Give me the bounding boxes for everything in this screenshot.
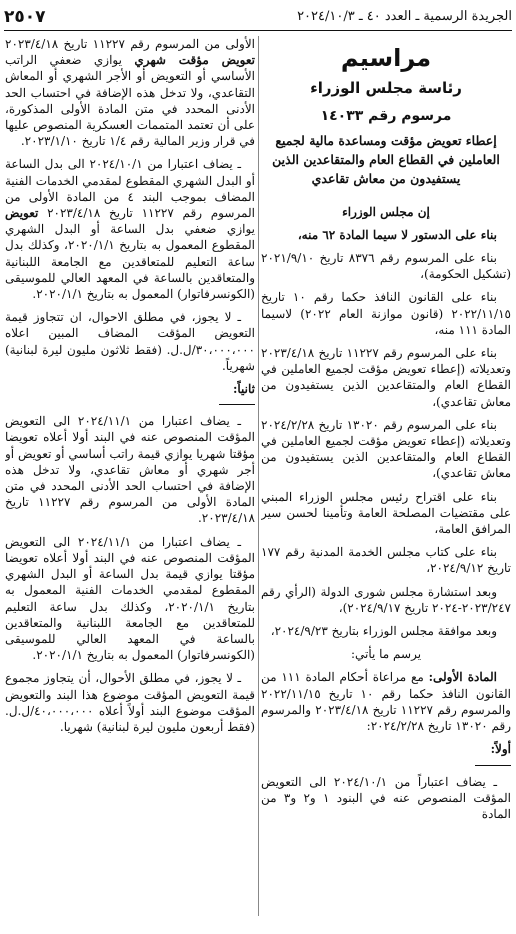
clause-cap-30m: ـ لا يجوز، في مطلق الاحوال، ان تتجاوز قيمة التعويض المؤقت المضاف المبين اعلاه ٣٠،٠٠٠،٠٠٠/ل.ل. (فقط ثلاثون مليون ليرة لبنانية) شهرياً.	[5, 310, 255, 373]
basis-paragraph: بناء على اقتراح رئيس مجلس الوزراء المبني على مقتضيات المصلحة العامة وتأمينا لحسن سير المرافق العامة،	[261, 489, 511, 537]
decree-number: مرسوم رقم ١٤٠٣٣	[320, 108, 452, 125]
second-label: ثانياً:	[232, 382, 255, 397]
page-number: ٢٥٠٧	[4, 7, 46, 27]
clause-second-hourly: ـ يضاف اعتبارا من ٢٠٢٤/١١/١ الى التعويض المؤقت المنصوص عنه في البند أولا أعلاه تعويضا مؤقتا يوازي قيمة بدل الساعة أو البدل الشهري المقطوع لمقدمي الخدمات الفنية المعمول به بتاريخ ٢٠٢٠/١/١، وكذلك بدل ساعة التعليم للمتعاقدين مع الجامعة اللبنانية والمتعاقدين بالساعة في المعهد العالي للموسيقى (الكونسرفاتوار) المعمول به بتاريخ ٢٠٢٠/١/١.	[5, 534, 255, 663]
first-label: أولاً:	[490, 742, 511, 757]
column-divider	[258, 36, 259, 916]
clause-text: يوازي ضعفي بدل الساعة أو البدل الشهري المقطوع المعمول به بتاريخ ٢٠٢٠/١/١، وكذلك بدل ساعة التعليم للمتعاقدين مع الجامعة اللبنانية والمتعاقدين بالساعة في المعهد العالي للموسيقى (الكونسرفاتوار) المعمول به بتاريخ ٢٠٢٠/١/١.	[5, 222, 255, 302]
clause-second-salary: ـ يضاف اعتبارا من ٢٠٢٤/١١/١ الى التعويض المؤقت المنصوص عنه في البند أولا أعلاه تعويضا مؤقتا شهريا يوازي قيمة راتب أساسي أو تعويض أو أجر شهري أو معاش تقاعدي، ولا تدخل هذه الإضافة في احتساب الحد الأدنى المحدد في متن المادة الأولى من المرسوم رقم ١١٢٢٧ تاريخ ٢٠٢٣/٤/١٨.	[5, 414, 255, 526]
clause-text: ـ يضاف اعتبارا من ٢٠٢٤/١٠/١ الى بدل الساعة أو البدل الشهري المقطوع لمقدمي الخدمات الفنية المضاف بموجب البند ٤ من المادة الأولى من المرسوم رقم ١١٢٢٧ تاريخ ٢٠٢٣/٤/١٨	[5, 157, 255, 221]
continuation-text: يوازي ضعفي الراتب الأساسي أو التعويض أو الأجر الشهري أو المعاش التقاعدي، ولا تدخل هذه الإضافة في احتساب الحد الأدنى المحدد في متن المادة الأولى المذكورة، على أن تعتمد المتممات العسكرية المنصوص عليها في قرار وزير المالية رقم ١/٤ تاريخ ٢٠٢٣/١/١٠.	[5, 53, 255, 149]
article-one-text: مع مراعاة أحكام المادة ١١١ من القانون النافذ حكما رقم ١٠ تاريخ ٢٠٢٢/١١/١٥ والمرسوم رقم ١١٢٢٧ تاريخ ٢٠٢٣/٤/١٨ والمرسوم رقم ١٣٠٢٠ تاريخ ٢٠٢٤/٢/٢٨:	[261, 670, 511, 734]
basis-paragraph: بناء على المرسوم رقم ١٣٠٢٠ تاريخ ٢٠٢٤/٢/٢٨ وتعديلاته (إعطاء تعويض مؤقت لجميع العاملين في القطاع العام والمتقاعدين الذين يستفيدون من معاش تقاعدي)،	[261, 417, 511, 481]
clause-technical-services	[5, 156, 255, 302]
first-clause-start: ـ يضاف اعتباراً من ٢٠٢٤/١٠/١ الى التعويض المؤقت المنصوص عنه في البنود ١ و٢ و٣ من المادة	[261, 774, 511, 821]
monthly-compensation-term: تعويض مؤقت شهري	[134, 53, 255, 68]
article-one	[261, 669, 511, 734]
basis-paragraph: بناء على كتاب مجلس الخدمة المدنية رقم ١٧٧ تاريخ ٢٠٢٤/٩/١٢،	[261, 545, 511, 576]
basis-constitution: بناء على الدستور لا سيما المادة ٦٢ منه،	[297, 227, 497, 242]
first-clause-continued	[5, 36, 255, 149]
gazette-issue-title: الجريدة الرسمية ـ العدد ٤٠ ـ ٢٠٢٤/١٠/٣	[297, 9, 512, 24]
decrees-statement: يرسم ما يأتي:	[350, 647, 422, 662]
basis-paragraph: بناء على القانون النافذ حكما رقم ١٠ تاريخ ٢٠٢٢/١١/١٥ (قانون موازنة العام ٢٠٢٢) لاسيما المادة ١١١ منه،	[261, 290, 511, 337]
label-underline	[219, 404, 255, 405]
right-column	[261, 36, 511, 928]
page-header	[4, 6, 512, 30]
basis-paragraph: وبعد موافقة مجلس الوزراء بتاريخ ٢٠٢٤/٩/٢٣،	[270, 624, 497, 639]
council-opening: إن مجلس الوزراء	[342, 204, 430, 219]
decree-title: إعطاء تعويض مؤقت ومساعدة مالية لجميع العاملين في القطاع العام والمتقاعدين الذين يستفيدون من معاش تقاعدي	[272, 132, 500, 186]
compensation-term: تعويض	[5, 206, 39, 221]
section-heading: مراسيم	[340, 44, 432, 72]
left-column	[5, 36, 255, 928]
label-underline	[475, 765, 511, 766]
basis-paragraph: وبعد استشارة مجلس شورى الدولة (الرأي رقم ٢٠٢٣/٢٤٧-٢٠٢٤ تاريخ ٢٠٢٤/٩/١٧)،	[261, 584, 511, 615]
header-rule	[4, 30, 512, 31]
issuing-authority: رئاسة مجلس الوزراء	[310, 79, 462, 98]
basis-paragraph: بناء على المرسوم رقم ١١٢٢٧ تاريخ ٢٠٢٣/٤/١٨ وتعديلاته (إعطاء تعويض مؤقت لجميع العاملين في القطاع العام والمتقاعدين الذين يستفيدون من معاش تقاعدي)،	[261, 346, 511, 409]
clause-cap-40m: ـ لا يجوز، في مطلق الأحوال، أن يتجاوز مجموع قيمة التعويض المؤقت موضوع هذا البند والتعويض المؤقت موضوع البند أولاً أعلاه ٤٠،٠٠٠،٠٠٠/ل.ل. (فقط أربعون مليون ليرة لبنانية) شهريا.	[5, 671, 255, 734]
basis-paragraph: بناء على المرسوم رقم ٨٣٧٦ تاريخ ٢٠٢١/٩/١٠ (تشكيل الحكومة)،	[261, 251, 511, 282]
continuation-text: الأولى من المرسوم رقم ١١٢٢٧ تاريخ ٢٠٢٣/٤/١٨	[5, 37, 255, 51]
article-one-label: المادة الأولى:	[428, 670, 497, 685]
